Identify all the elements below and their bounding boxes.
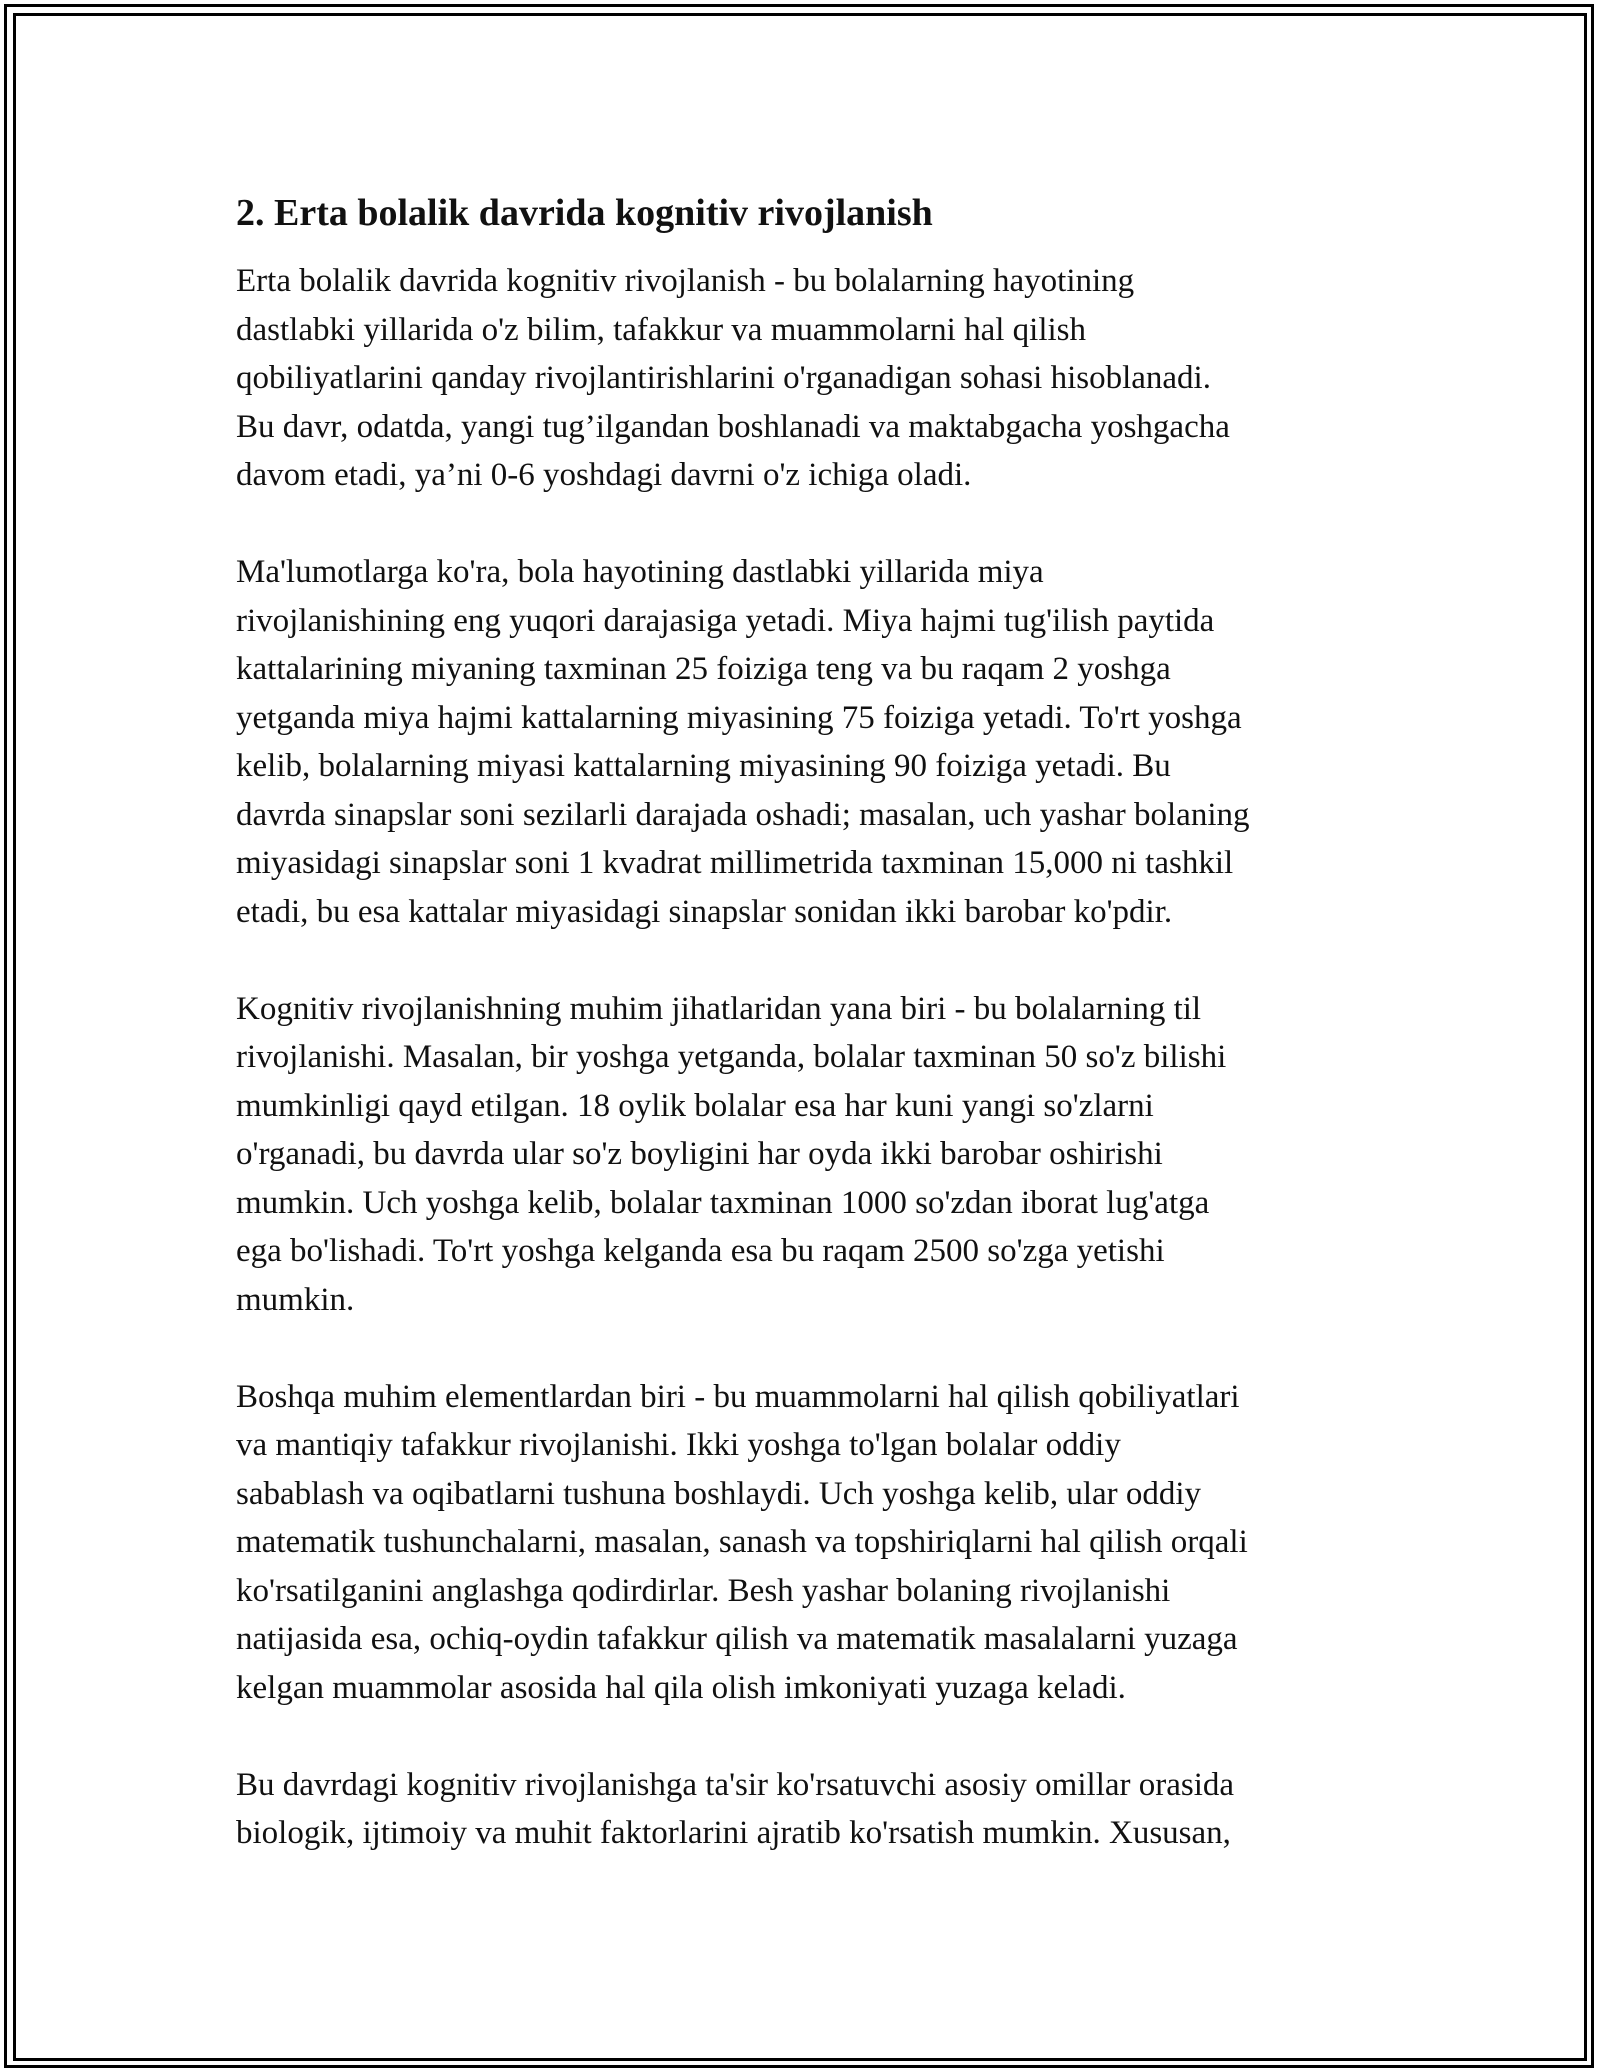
text-line: va mantiqiy tafakkur rivojlanishi. Ikki yoshga to'lgan bolalar oddiy [236, 1427, 1121, 1463]
text-line: sabablash va oqibatlarni tushuna boshlaydi. Uch yoshga kelib, ular oddiy [236, 1475, 1202, 1512]
paragraph-4 [236, 1373, 1386, 1713]
text-line: miyasidagi sinapslar soni 1 kvadrat millimetrida taxminan 15,000 ni tashkil [236, 845, 1234, 881]
text-line: ega bo'lishadi. To'rt yoshga kelganda esa bu raqam 2500 so'zga yetishi [236, 1233, 1165, 1269]
text-line: ko'rsatilganini anglashga qodirdirlar. Besh yashar bolaning rivojlanishi [236, 1572, 1171, 1609]
text-line: etadi, bu esa kattalar miyasidagi sinapslar sonidan ikki barobar ko'pdir. [236, 893, 1173, 930]
text-line: kelgan muammolar asosida hal qila olish imkoniyati yuzaga keladi. [236, 1669, 1126, 1706]
text-line: mumkinligi qayd etilgan. 18 oylik bolalar esa har kuni yangi so'zlarni [236, 1087, 1154, 1124]
text-line: Bu davrdagi kognitiv rivojlanishga ta'sir ko'rsatuvchi asosiy omillar orasida [236, 1766, 1235, 1803]
text-line: yetganda miya hajmi kattalarning miyasining 75 foiziga yetadi. To'rt yoshga [236, 699, 1242, 736]
paragraph-2 [236, 548, 1386, 936]
text-line: Boshqa muhim elementlardan biri - bu muammolarni hal qilish qobiliyatlari [236, 1378, 1240, 1415]
text-line: o'rganadi, bu davrda ular so'z boyligini har oyda ikki barobar oshirishi [236, 1136, 1163, 1172]
document-body [236, 185, 1386, 1906]
text-line: qobiliyatlarini qanday rivojlantirishlarini o'rganadigan sohasi hisoblanadi. [236, 360, 1211, 396]
text-line: Kognitiv rivojlanishning muhim jihatlaridan yana biri - bu bolalarning til [236, 990, 1202, 1027]
text-line: kelib, bolalarning miyasi kattalarning miyasining 90 foiziga yetadi. Bu [236, 748, 1171, 784]
text-line: davom etadi, ya’ni 0-6 yoshdagi davrni o'z ichiga oladi. [236, 457, 972, 493]
text-line: Erta bolalik davrida kognitiv rivojlanish - bu bolalarning hayotining [236, 263, 1135, 299]
text-line: mumkin. Uch yoshga kelib, bolalar taxminan 1000 so'zdan iborat lug'atga [236, 1184, 1210, 1221]
text-line: natijasida esa, ochiq-oydin tafakkur qilish va matematik masalalarni yuzaga [236, 1621, 1238, 1657]
paragraph-1 [236, 257, 1386, 500]
text-line: rivojlanishining eng yuqori darajasiga yetadi. Miya hajmi tug'ilish paytida [236, 602, 1215, 639]
text-line: dastlabki yillarida o'z bilim, tafakkur va muammolarni hal qilish [236, 311, 1086, 348]
text-line: Bu davr, odatda, yangi tug’ilgandan boshlanadi va maktabgacha yoshgacha [236, 408, 1230, 445]
section-heading: 2. Erta bolalik davrida kognitiv rivojlanish [236, 192, 933, 234]
text-line: Ma'lumotlarga ko'ra, bola hayotining dastlabki yillarida miya [236, 554, 1044, 590]
text-line: matematik tushunchalarni, masalan, sanash va topshiriqlarni hal qilish orqali [236, 1524, 1248, 1560]
text-line: kattalarining miyaning taxminan 25 foiziga teng va bu raqam 2 yoshga [236, 651, 1171, 687]
paragraph-5 [236, 1761, 1386, 1858]
text-line: mumkin. [236, 1281, 355, 1318]
text-line: rivojlanishi. Masalan, bir yoshga yetganda, bolalar taxminan 50 so'z bilishi [236, 1039, 1227, 1075]
paragraph-3 [236, 985, 1386, 1325]
text-line: davrda sinapslar soni sezilarli darajada oshadi; masalan, uch yashar bolaning [236, 796, 1250, 833]
text-line: biologik, ijtimoiy va muhit faktorlarini ajratib ko'rsatish mumkin. Xususan, [236, 1815, 1231, 1851]
